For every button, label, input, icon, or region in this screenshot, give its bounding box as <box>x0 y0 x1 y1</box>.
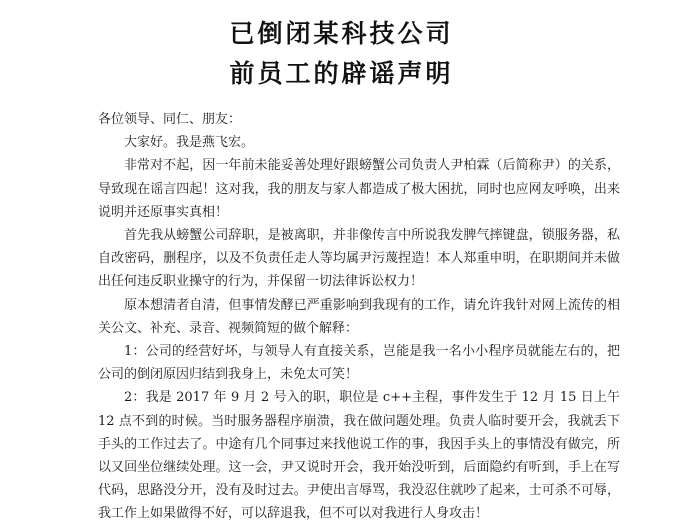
document-body <box>98 108 620 526</box>
title-line-2: 前员工的辟谣声明 <box>229 59 454 88</box>
paragraph-apology: 非常对不起，因一年前未能妥善处理好跟螃蟹公司负责人尹柏霖（后简称尹）的关系，导致现在谣言四起！这对我，我的朋友与家人都造成了极大困扰，同时也应网友呼唤，出来说明并还原事实真相！ <box>98 158 620 220</box>
paragraph-explanation: 原本想清者自清，但事情发酵已严重影响到我现有的工作，请允许我针对网上流传的相关公文、补充、录音、视频简短的做个解释： <box>98 297 620 336</box>
greeting: 各位领导、同仁、朋友： <box>98 112 242 127</box>
paragraph-point-2: 2：我是 2017 年 9 月 2 号入的职，职位是 c++主程，事件发生于 12 月 15 日上午 12 点不到的时候。当时服务器程序崩溃，我在做问题处理。负责人临时要开会，我就丢下手头的工作过去了。中途有几个同事过来找他说工作的事，我因手头上的事情没有做完，所以又回坐位继续处理。这一会，尹又说时开会，我开始没听到，后面隐约有听到，手上在写代码，思路没分开，没有及时过去。尹使出言辱骂，我没忍住就吵了起来，士可杀不可辱，我工作上如果做得不好，可以辞退我，但不可以对我进行人身攻击！ <box>98 390 620 522</box>
document-title <box>0 14 683 94</box>
paragraph-point-1: 1：公司的经营好坏，与领导人有直接关系，岂能是我一名小小程序员就能左右的，把公司的倒闭原因归结到我身上，未免太可笑！ <box>98 344 620 383</box>
title-line-1: 已倒闭某科技公司 <box>229 19 454 48</box>
paragraph-resignation: 首先我从螃蟹公司辞职，是被离职，并非像传言中所说我发脾气摔键盘，锁服务器，私自改密码，删程序，以及不负责任走人等均属尹污蔑捏造！本人郑重申明，在职期间并未做出任何违反职业操守的行为，并保留一切法律诉讼权力！ <box>98 228 620 290</box>
paragraph-intro: 大家好。我是燕飞宏。 <box>124 135 255 151</box>
